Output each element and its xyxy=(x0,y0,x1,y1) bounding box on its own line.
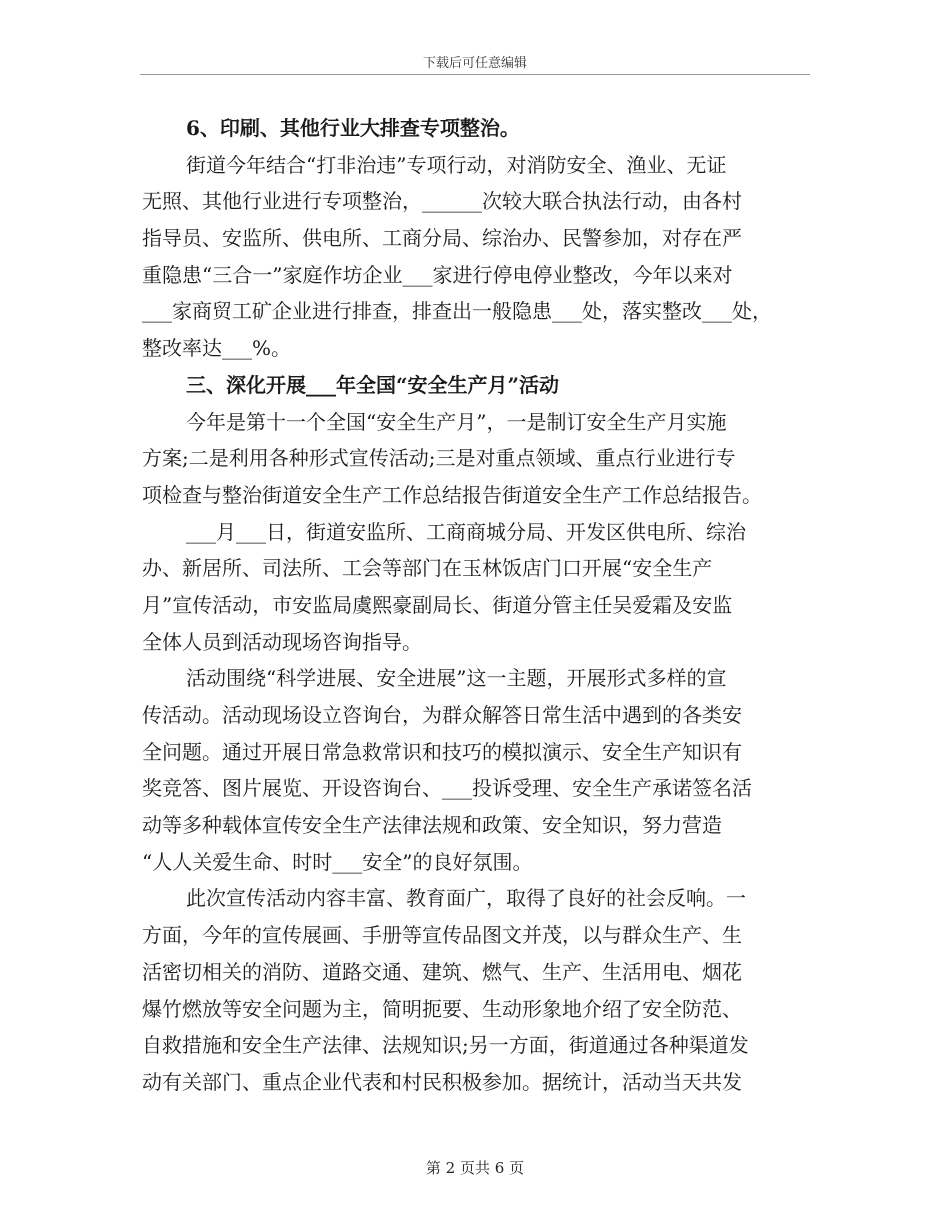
paragraph-line: 方案;二是利用各种形式宣传活动;三是对重点领域、重点行业进行专 xyxy=(142,446,736,471)
paragraph-line: 此次宣传活动内容丰富、教育面广，取得了良好的社会反响。一 xyxy=(186,886,746,911)
paragraph-line: 活动围绕“科学进展、安全进展”这一主题，开展形式多样的宣 xyxy=(186,666,727,691)
paragraph-line: 动等多种载体宣传安全生产法律法规和政策、安全知识，努力营造 xyxy=(142,813,722,838)
paragraph-line: 重隐患“三合一”家庭作坊企业___家进行停电停业整改，今年以来对 xyxy=(142,262,733,287)
page-number: 第 2 页共 6 页 xyxy=(425,1159,525,1177)
paragraph-line: 无照、其他行业进行专项整治，______次较大联合执法行动，由各村 xyxy=(142,189,742,214)
section-heading: 6、印刷、其他行业大排查专项整治。 xyxy=(186,116,520,140)
header-divider xyxy=(140,74,810,75)
paragraph-line: 办、新居所、司法所、工会等部门在玉林饭店门口开展“安全生产 xyxy=(142,556,713,581)
paragraph-line: 指导员、安监所、供电所、工商分局、综治办、民警参加，对存在严 xyxy=(142,226,742,251)
section-heading: 三、深化开展___年全国“安全生产月”活动 xyxy=(186,372,560,397)
paragraph-line: 今年是第十一个全国“安全生产月”，一是制订安全生产月实施 xyxy=(186,409,727,434)
paragraph-line: 全问题。通过开展日常急救常识和技巧的模拟演示、安全生产知识有 xyxy=(142,739,742,764)
paragraph-line: 街道今年结合“打非治违”专项行动，对消防安全、渔业、无证 xyxy=(186,152,727,177)
paragraph-line: 活密切相关的消防、道路交通、建筑、燃气、生产、生活用电、烟花 xyxy=(142,959,742,984)
paragraph-line: 奖竞答、图片展览、开设咨询台、___投诉受理、安全生产承诺签名活 xyxy=(142,776,752,801)
paragraph-line: “人人关爱生命、时时___安全”的良好氛围。 xyxy=(142,849,533,874)
page-header: 下载后可任意编辑 xyxy=(422,56,527,71)
paragraph-line: 整改率达___%。 xyxy=(142,336,292,361)
paragraph-line: 自救措施和安全生产法律、法规知识;另一方面，街道通过各种渠道发 xyxy=(142,1033,749,1058)
paragraph-line: 方面，今年的宣传展画、手册等宣传品图文并茂，以与群众生产、生 xyxy=(142,923,742,948)
paragraph-line: 全体人员到活动现场咨询指导。 xyxy=(142,629,422,654)
paragraph-line: 爆竹燃放等安全问题为主，简明扼要、生动形象地介绍了安全防范、 xyxy=(142,996,742,1021)
paragraph-line: 动有关部门、重点企业代表和村民积极参加。据统计，活动当天共发 xyxy=(142,1069,742,1094)
paragraph-line: ___月___日，街道安监所、工商商城分局、开发区供电所、综治 xyxy=(186,519,746,544)
paragraph-line: 月”宣传活动，市安监局虞熙豪副局长、街道分管主任吴爱霜及安监 xyxy=(142,592,733,617)
document-body xyxy=(142,110,814,1101)
paragraph-line: 传活动。活动现场设立咨询台，为群众解答日常生活中遇到的各类安 xyxy=(142,703,742,727)
paragraph-line: ___家商贸工矿企业进行排查，排查出一般隐患___处，落实整改___处， xyxy=(142,299,772,324)
paragraph-line: 项检查与整治街道安全生产工作总结报告街道安全生产工作总结报告。 xyxy=(142,482,762,507)
